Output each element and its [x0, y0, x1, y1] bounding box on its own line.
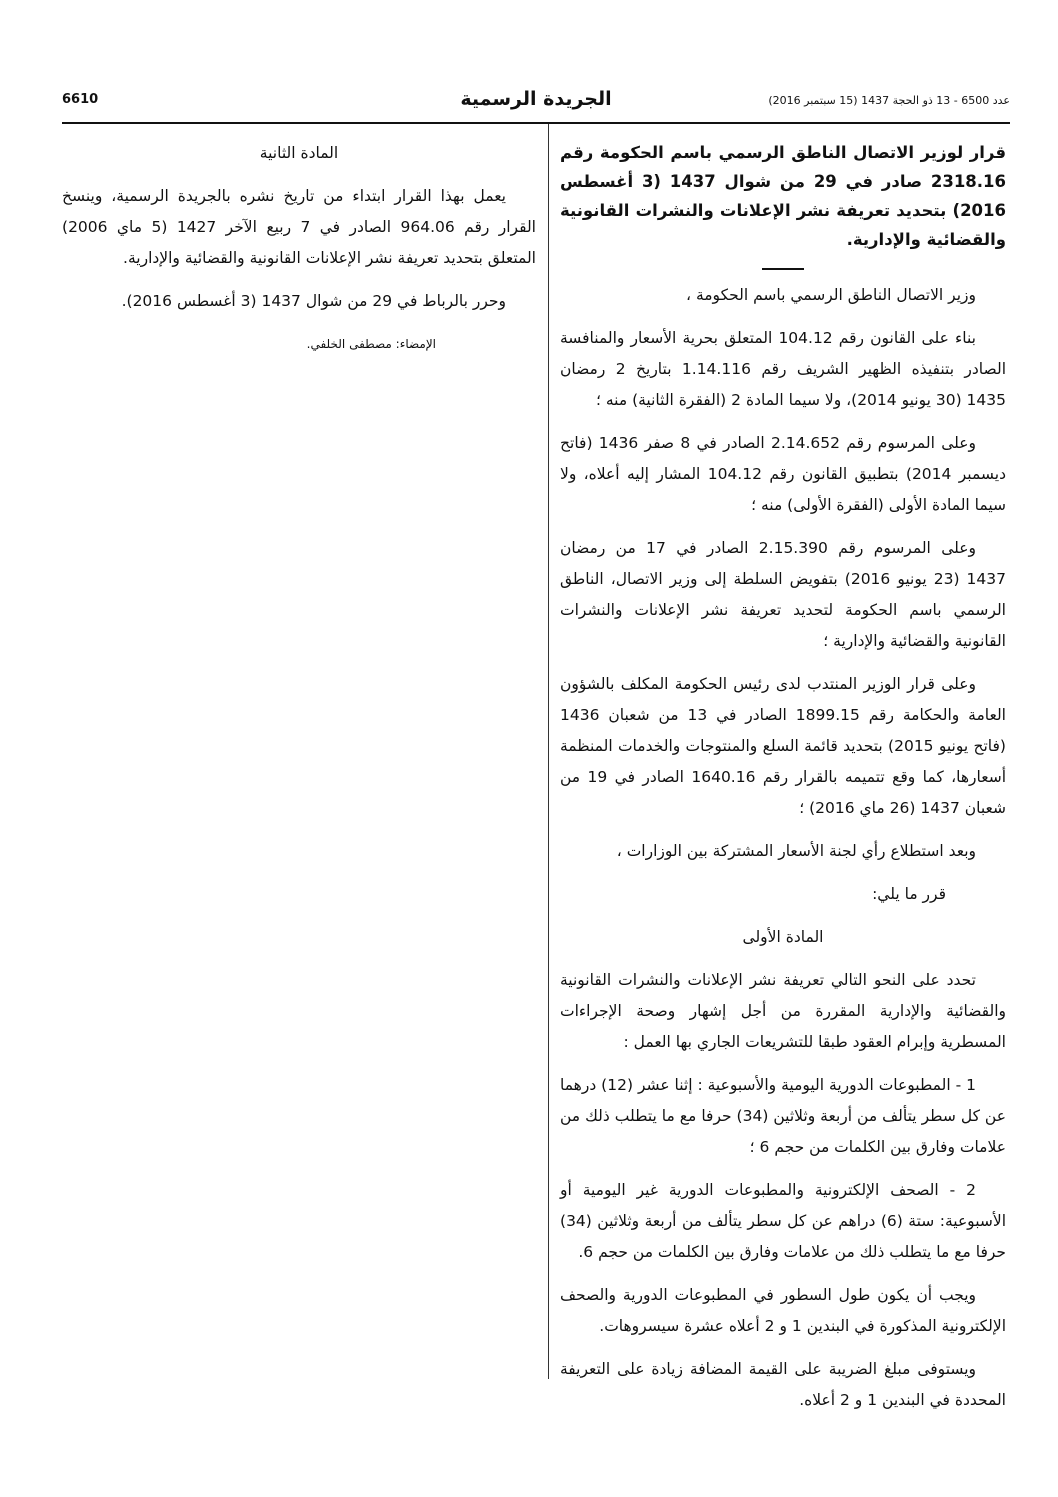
left-column — [62, 138, 536, 372]
issue-info: عدد 6500 - 13 ذو الحجة 1437 (15 سبتمبر 2016) — [768, 94, 1010, 107]
header-rule — [62, 122, 1010, 124]
recital-decree-2-14-652: وعلى المرسوم رقم 2.14.652 الصادر في 8 صفر 1436 (فاتح ديسمبر 2014) بتطبيق القانون رقم 104.12 المشار إليه أعلاه، ولا سيما المادة الأولى (الفقرة الأولى) منه ؛ — [560, 434, 1006, 514]
decree-title: قرار لوزير الاتصال الناطق الرسمي باسم الحكومة رقم 2318.16 صادر في 29 من شوال 1437 (3 أغسطس 2016) بتحديد تعريفة نشر الإعلانات والنشرات القانونية والقضائية والإدارية. — [560, 143, 1007, 249]
article-2-text: يعمل بهذا القرار ابتداء من تاريخ نشره بالجريدة الرسمية، وينسخ القرار رقم 964.06 الصادر في 7 ربيع الآخر 1427 (5 ماي 2006) المتعلق بتحديد تعريفة نشر الإعلانات القانونية والقضائية والإدارية. — [62, 187, 536, 267]
recital-decree-2-15-390: وعلى المرسوم رقم 2.15.390 الصادر في 17 من رمضان 1437 (23 يونيو 2016) بتفويض السلطة إلى وزير الاتصال، الناطق الرسمي باسم الحكومة لتحديد تعريفة نشر الإعلانات والنشرات القانونية والقضائية والإدارية ؛ — [560, 539, 1006, 650]
minister-intro: وزير الاتصال الناطق الرسمي باسم الحكومة ، — [686, 286, 976, 304]
recital-order-1899-15: وعلى قرار الوزير المنتدب لدى رئيس الحكومة المكلف بالشؤون العامة والحكامة رقم 1899.15 الصادر في 13 من شعبان 1436 (فاتح يونيو 2015) بتحديد قائمة السلع والمنتوجات والخدمات المنظمة أسعارها، كما وقع تتميمه بالقرار رقم 1640.16 الصادر في 19 من شعبان 1437 (26 ماي 2016) ؛ — [560, 675, 1007, 817]
recital-committee: وبعد استطلاع رأي لجنة الأسعار المشتركة بين الوزارات ، — [616, 842, 976, 860]
page-number: 6610 — [62, 92, 99, 107]
article-1-vat: ويستوفى مبلغ الضريبة على القيمة المضافة زيادة على التعريفة المحددة في البندين 1 و 2 أعلاه. — [560, 1360, 1006, 1409]
journal-title: الجريدة الرسمية — [460, 88, 612, 110]
article-1-item-1: 1 - المطبوعات الدورية اليومية والأسبوعية : إثنا عشر (12) درهما عن كل سطر يتألف من أربعة وثلاثين (34) حرفا مع ما يتطلب ذلك من علامات وفارق بين الكلمات من حجم 6 ؛ — [560, 1076, 1006, 1156]
article-1-item-2: 2 - الصحف الإلكترونية والمطبوعات الدورية غير اليومية أو الأسبوعية: ستة (6) دراهم عن كل سطر يتألف من أربعة وثلاثين (34) حرفا مع ما يتطلب ذلك من علامات وفارق بين الكلمات من حجم 6. — [560, 1181, 1007, 1261]
done-at: وحرر بالرباط في 29 من شوال 1437 (3 أغسطس 2016). — [121, 292, 506, 310]
page-header — [62, 88, 1010, 118]
article-1-heading: المادة الأولى — [742, 928, 824, 946]
article-2-heading: المادة الثانية — [259, 144, 339, 162]
article-1-line-length: ويجب أن يكون طول السطور في المطبوعات الدورية والصحف الإلكترونية المذكورة في البندين 1 و 2 أعلاه عشرة سيسروهات. — [560, 1286, 1006, 1335]
right-column — [560, 138, 1006, 1428]
recital-law: بناء على القانون رقم 104.12 المتعلق بحرية الأسعار والمنافسة الصادر بتنفيذه الظهير الشريف رقم 1.14.116 بتاريخ 2 رمضان 1435 (30 يونيو 2014)، ولا سيما المادة 2 (الفقرة الثانية) منه ؛ — [560, 329, 1006, 409]
column-divider — [548, 124, 549, 1379]
title-separator — [762, 268, 804, 270]
signature: الإمضاء: مصطفى الخلفي. — [306, 337, 436, 351]
article-1-intro: تحدد على النحو التالي تعريفة نشر الإعلانات والنشرات القانونية والقضائية والإدارية المقررة من أجل إشهار وصحة الإجراءات المسطرية وإبرام العقود طبقا للتشريعات الجاري بها العمل : — [560, 971, 1006, 1051]
decided-label: قرر ما يلي: — [872, 885, 946, 903]
